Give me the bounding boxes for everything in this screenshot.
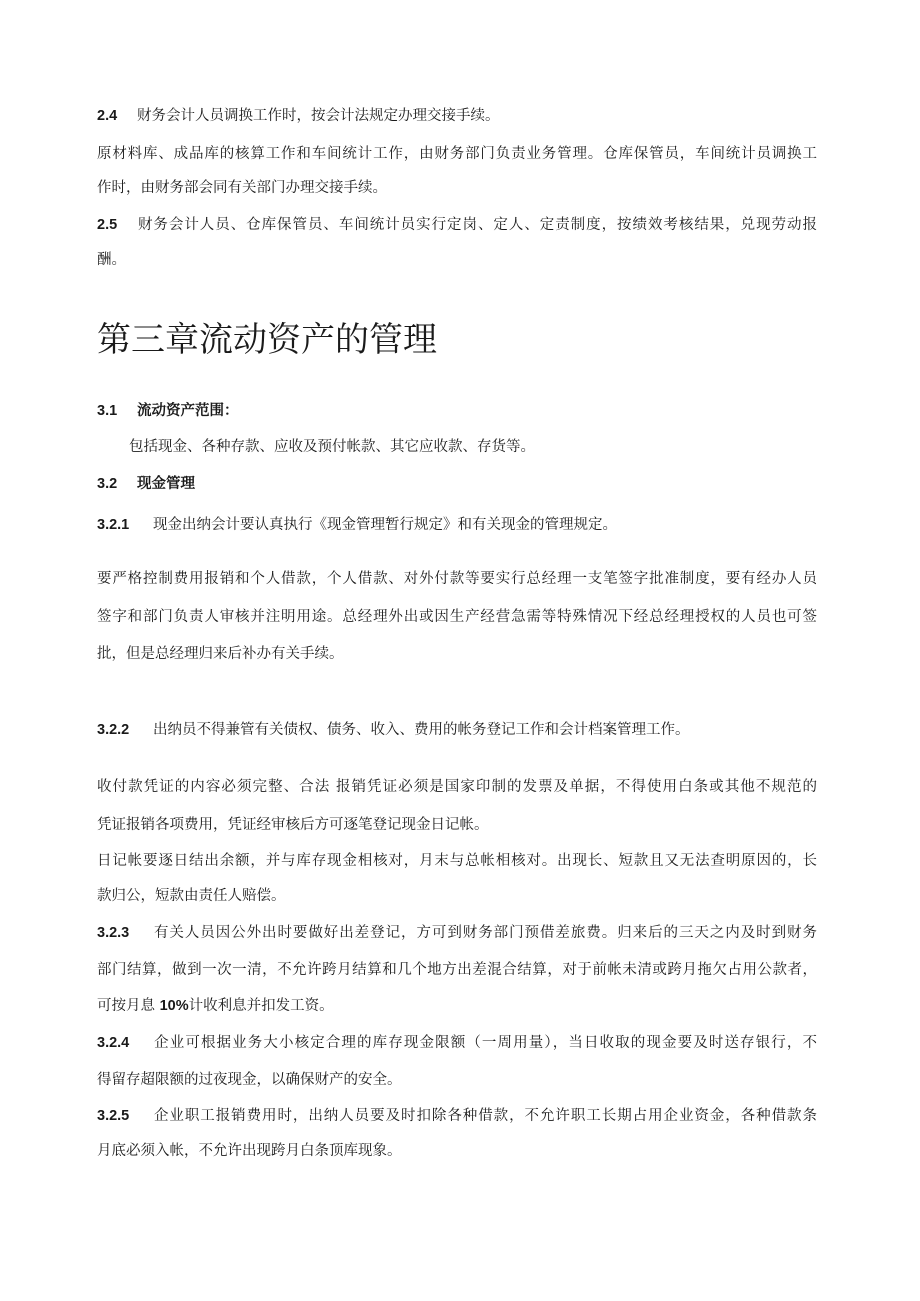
paragraph-line: 包括现金、各种存款、应收及预付帐款、其它应收款、存货等。 [129,439,535,455]
section-3-2-2-line [97,720,690,740]
paragraph-line: 收付款凭证的内容必须完整、合法 报销凭证必须是国家印制的发票及单据，不得使用白条或其他不规范的 [97,779,817,795]
section-2-5-line [97,215,817,235]
text-fragment: 计收利息并扣发工资。 [188,998,334,1014]
section-number: 2.4 [97,108,118,124]
section-number: 3.2.2 [97,722,130,738]
section-text: 出纳员不得兼管有关债权、债务、收入、费用的帐务登记工作和会计档案管理工作。 [153,722,690,738]
section-2-4-line [97,106,500,126]
section-3-2-1-line [97,515,617,535]
section-number: 3.1 [97,403,118,419]
interest-rate: 10% [159,998,189,1014]
section-text: 有关人员因公外出时要做好出差登记，方可到财务部门预借差旅费。归来后的三天之内及时到财务 [153,925,817,941]
paragraph-line: 签字和部门负责人审核并注明用途。总经理外出或因生产经营急需等特殊情况下经总经理授权的人员也可签 [97,609,817,625]
section-text: 财务会计人员、仓库保管员、车间统计员实行定岗、定人、定责制度，按绩效考核结果，兑现劳动报 [137,217,817,233]
paragraph-line: 作时，由财务部会同有关部门办理交接手续。 [97,180,387,196]
section-3-2-4-line [97,1033,817,1053]
paragraph-line: 日记帐要逐日结出余额，并与库存现金相核对，月末与总帐相核对。出现长、短款且又无法查明原因的，长 [97,853,817,869]
section-number: 3.2 [97,476,118,492]
paragraph-line [97,996,334,1016]
paragraph-line: 要严格控制费用报销和个人借款，个人借款、对外付款等要实行总经理一支笔签字批准制度，要有经办人员 [97,571,817,587]
section-number: 3.2.4 [97,1035,130,1051]
section-3-1-heading [97,401,239,421]
text-fragment: 可按月息 [97,998,160,1014]
paragraph-line: 得留存超限额的过夜现金，以确保财产的安全。 [97,1072,402,1088]
paragraph-line: 月底必须入帐，不允许出现跨月白条顶库现象。 [97,1143,402,1159]
section-number: 2.5 [97,217,118,233]
section-3-2-3-line [97,923,817,943]
section-text: 财务会计人员调换工作时，按会计法规定办理交接手续。 [137,108,500,124]
section-3-2-5-line [97,1106,817,1126]
section-text: 现金出纳会计要认真执行《现金管理暂行规定》和有关现金的管理规定。 [153,517,617,533]
section-title: 流动资产范围： [137,403,239,419]
section-title: 现金管理 [137,476,195,492]
paragraph-line: 原材料库、成品库的核算工作和车间统计工作，由财务部门负责业务管理。仓库保管员，车间统计员调换工 [97,146,817,162]
section-number: 3.2.5 [97,1108,130,1124]
section-number: 3.2.3 [97,925,130,941]
section-3-2-heading [97,474,195,494]
section-text: 企业可根据业务大小核定合理的库存现金限额（一周用量），当日收取的现金要及时送存银行，不 [153,1035,817,1051]
section-number: 3.2.1 [97,517,130,533]
chapter-title: 第三章流动资产的管理 [97,320,437,360]
section-text: 企业职工报销费用时，出纳人员要及时扣除各种借款，不允许职工长期占用企业资金，各种借款条 [153,1108,817,1124]
paragraph-line: 凭证报销各项费用，凭证经审核后方可逐笔登记现金日记帐。 [97,817,489,833]
paragraph-line: 批，但是总经理归来后补办有关手续。 [97,646,344,662]
paragraph-line: 款归公，短款由责任人赔偿。 [97,888,286,904]
paragraph-line: 部门结算，做到一次一清，不允许跨月结算和几个地方出差混合结算，对于前帐未清或跨月拖欠占用公款者， [97,962,817,978]
paragraph-line: 酬。 [97,252,126,268]
